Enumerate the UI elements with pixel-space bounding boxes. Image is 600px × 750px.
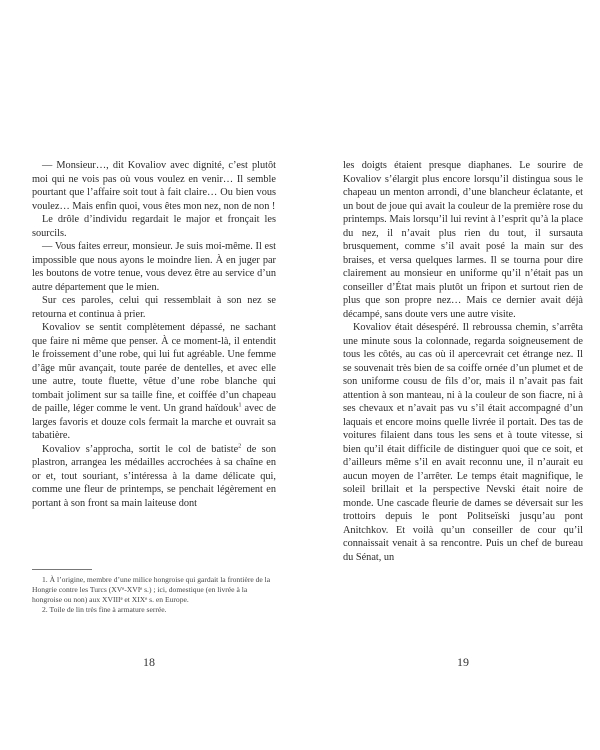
paragraph: Sur ces paroles, celui qui ressemblait à son nez se retourna et continua à prier.	[32, 295, 276, 320]
paragraph-text: Kovaliov s’approcha, sortit le col de batiste	[42, 443, 239, 455]
footnote: 2. Toile de lin très fine à armature serrée.	[42, 605, 167, 614]
paragraph-text: Kovaliov se sentit complètement dépassé, ne sachant que faire ni même que penser. À ce moment-là, il entendit le froissement d’une robe, qui lui fut agréable. Une femme d’âge mûr avançait, toute parée de dentelles, et avec elle une autre, toute fluette, vêtue d’une robe blanche qui tombait joliment sur sa taille fine, et coiffée d’un chapeau de paille, léger comme le vent. Un grand haïdouk	[32, 322, 276, 414]
paragraph: Kovaliov était désespéré. Il rebroussa chemin, s’arrêta une minute sous la colonnade, regarda soigneusement de tous les côtés, au cas où il apercevrait cet étrange nez. Il se souvenait très bien de sa coiffe ornée d’un plumet et de son uniforme cousu de fils d’or, mais il n’avait pas fait attention à son manteau, ni à la couleur de son fiacre, ni à ses chevaux et n’avait pas vu s’il était accompagné d’un laquais et encore moins quelle livrée il portait. Des tas de voitures filaient dans tous les sens et à toute vitesse, si bien qu’il était difficile de distinguer quoi que ce soit, et d’ailleurs même s’il en avait reconnu une, il n’aurait eu aucun moyen de l’arrêter. Le temps était magnifique, le soleil brillait et la perspective Nevski était noire de monde. Une cascade fleurie de dames se déversait sur les trottoirs depuis le pont Politseïski jusqu’au pont Anitchkov. Et voilà qu’un conseiller de cour qu’il connaissait venait à sa rencontre. Puis un chef de bureau du Sénat, un	[343, 322, 583, 563]
page-number: 19	[457, 655, 469, 669]
left-page-text	[32, 159, 276, 510]
footnotes	[32, 575, 276, 615]
paragraph: — Monsieur…, dit Kovaliov avec dignité, c’est plutôt moi qui ne vois pas où vous voulez en venir… Il semble pourtant que l’affaire soit tout à fait claire… Ou bien vous voulez… Mais enfin quoi, vous êtes mon nez, non de non !	[32, 160, 276, 212]
footnote: 1. À l’origine, membre d’une milice hongroise qui gardait la frontière de la Hongrie contre les Turcs (XVᵉ-XVIᵉ s.) ; ici, domestique (en livrée à la hongroise ou non) aux XVIIIᵉ et XIXᵉ s. en Europe.	[32, 575, 271, 604]
footnote-divider	[32, 569, 92, 570]
paragraph	[32, 321, 276, 443]
footnote-ref: 1	[238, 402, 242, 409]
paragraph: les doigts étaient presque diaphanes. Le sourire de Kovaliov s’élargit plus encore lorsqu’il distingua sous le chapeau un menton arrondi, d’une blancheur éclatante, et un bout de joue qui avait la couleur de la première rose du printemps. Mais lorsqu’il lui revint à l’esprit qu’à la place du nez, il n’avait plus rien du tout, il sursauta brusquement, comme s’il avait posé la main sur des braises, et versa quelques larmes. Il se tourna pour dire clairement au monsieur en uniforme qu’il n’était pas un conseiller d’État mais plutôt un fripon et surtout rien de plus que son propre nez… Mais ce dernier avait déjà décampé, sans doute vers une autre visite.	[343, 160, 583, 320]
paragraph: Le drôle d’individu regardait le major et fronçait les sourcils.	[32, 214, 276, 239]
right-page	[300, 0, 600, 750]
right-page-text	[343, 159, 583, 564]
page-number: 18	[143, 655, 155, 669]
paragraph	[32, 443, 276, 511]
footnote-ref: 2	[238, 443, 242, 450]
paragraph-text: de son plastron, arrangea les médailles accrochées à sa chaîne en or et, tout souriant, s’intéressa à la dame délicate qui, comme une fleur de printemps, se penchait légèrement en portant à son front sa main laiteuse dont	[32, 443, 276, 509]
paragraph: — Vous faites erreur, monsieur. Je suis moi-même. Il est impossible que nous ayons le moindre lien. À en juger par les boutons de votre tenue, vous devez être au service d’un autre département que le mien.	[32, 241, 276, 293]
paragraph-text: avec de larges favoris et douze cols fermait la marche et ouvrait sa tabatière.	[32, 403, 276, 441]
